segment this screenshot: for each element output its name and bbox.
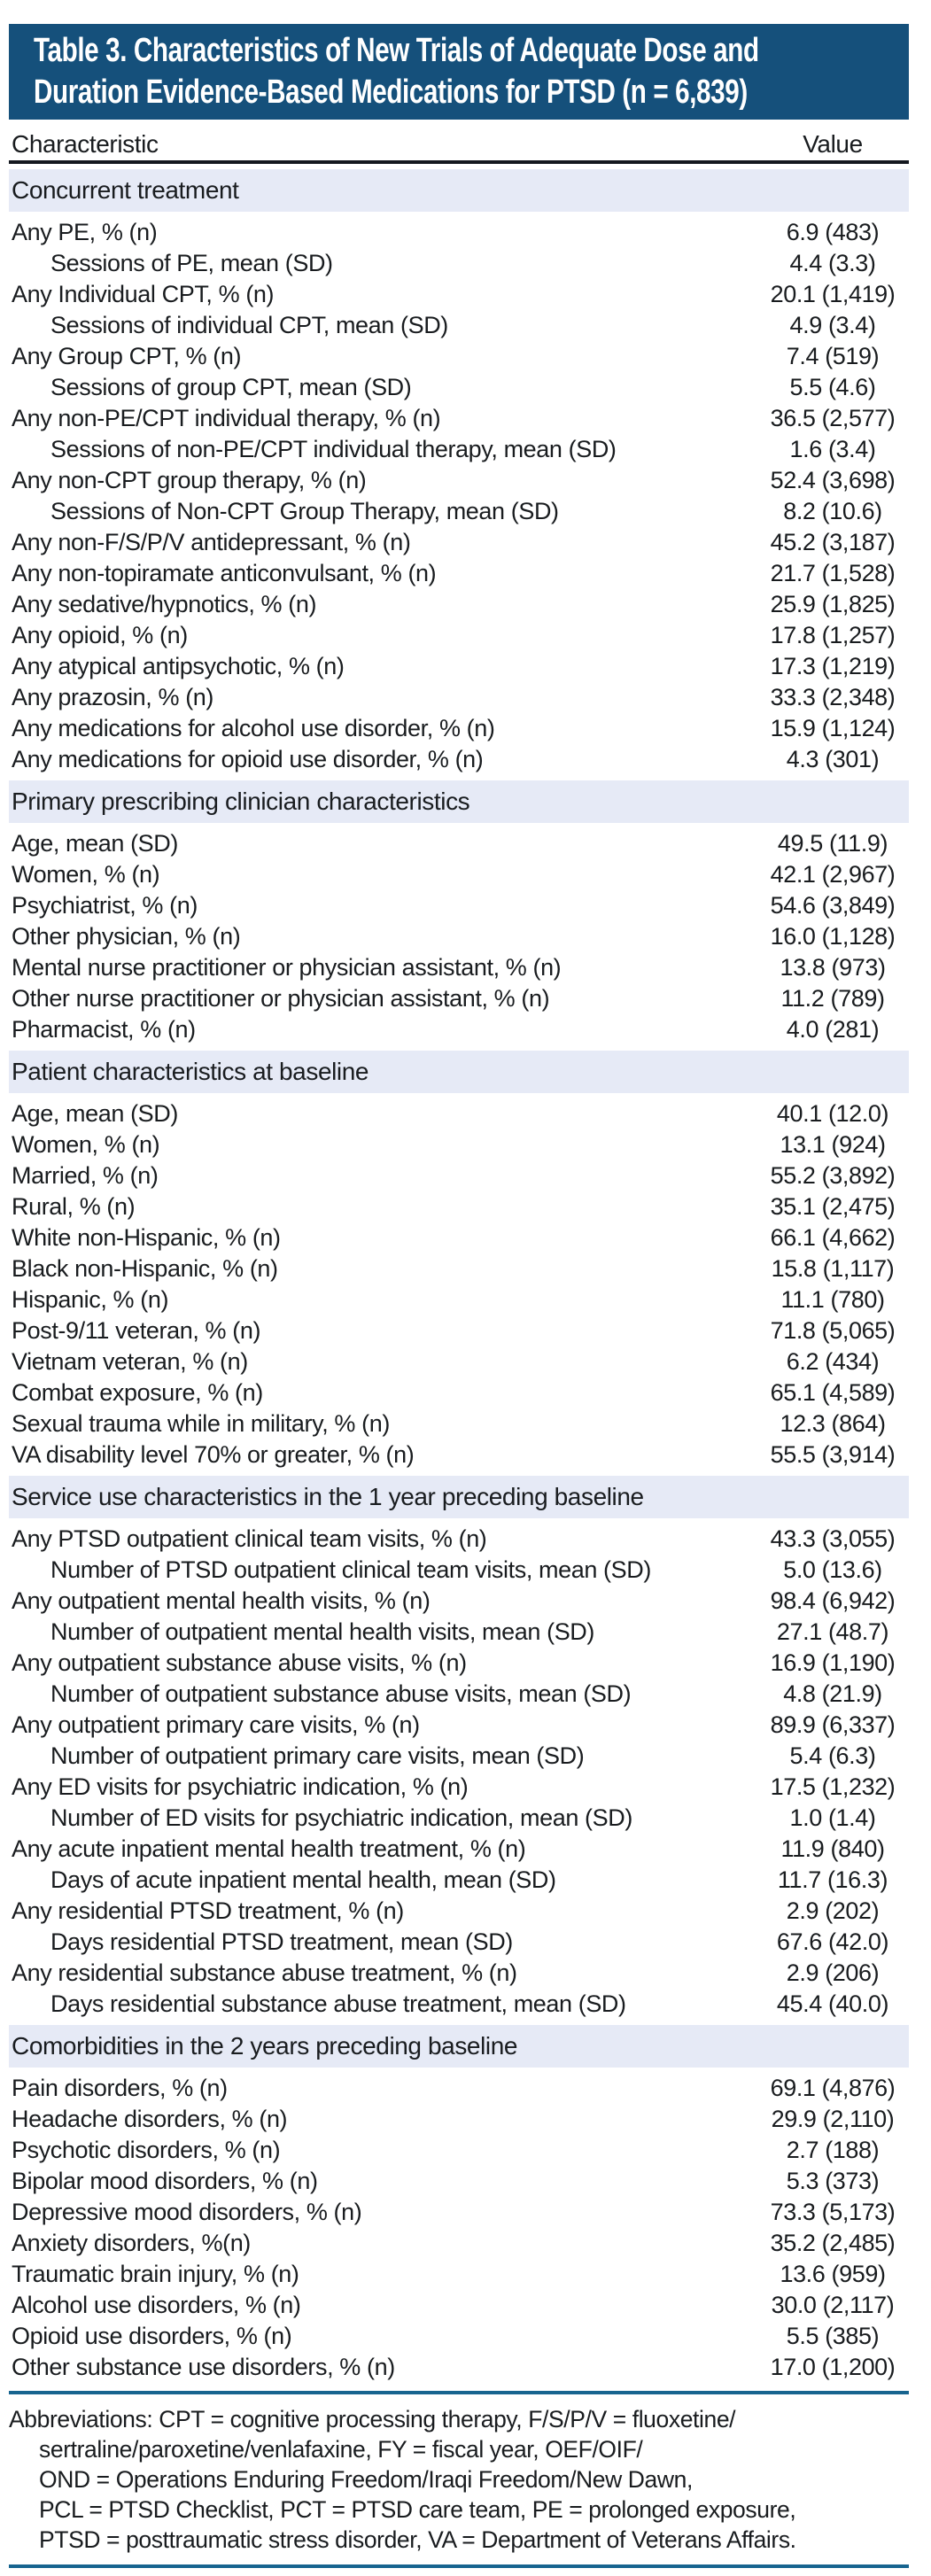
footnote-divider-rule <box>9 2391 909 2394</box>
table-row <box>9 744 909 775</box>
table-row <box>9 310 909 341</box>
row-value: 89.9 (6,337) <box>770 1711 896 1738</box>
table-row <box>9 1284 909 1315</box>
column-header-characteristic: Characteristic <box>12 130 159 158</box>
row-label: Any PTSD outpatient clinical team visits, % (n) <box>12 1525 487 1552</box>
row-value: 52.4 (3,698) <box>770 467 896 493</box>
table-row <box>9 2321 909 2352</box>
row-label: Age, mean (SD) <box>12 1100 178 1127</box>
row-value: 40.1 (12.0) <box>776 1100 889 1127</box>
section-header: Concurrent treatment <box>9 169 909 212</box>
column-header-value: Value <box>803 130 863 158</box>
table-row <box>9 1803 909 1834</box>
row-label: Psychotic disorders, % (n) <box>12 2137 281 2163</box>
table-row <box>9 1710 909 1741</box>
row-label: Any Individual CPT, % (n) <box>12 281 275 307</box>
row-label: Age, mean (SD) <box>12 830 178 857</box>
row-label: Any outpatient primary care visits, % (n) <box>12 1711 420 1738</box>
row-value: 65.1 (4,589) <box>770 1379 896 1406</box>
row-value: 73.3 (5,173) <box>770 2199 896 2225</box>
row-value: 16.0 (1,128) <box>770 923 896 950</box>
row-value: 43.3 (3,055) <box>770 1525 896 1552</box>
row-value: 69.1 (4,876) <box>770 2075 896 2101</box>
table-row <box>9 1896 909 1927</box>
footnote-line: OND = Operations Enduring Freedom/Iraqi Freedom/New Dawn, <box>39 2466 693 2493</box>
row-value: 17.5 (1,232) <box>770 1773 896 1800</box>
row-label: Opioid use disorders, % (n) <box>12 2323 292 2349</box>
row-label: Combat exposure, % (n) <box>12 1379 263 1406</box>
section-header: Comorbidities in the 2 years preceding baseline <box>9 2025 909 2068</box>
row-value: 7.4 (519) <box>786 343 880 369</box>
row-label: Number of outpatient mental health visits, mean (SD) <box>50 1618 594 1645</box>
row-value: 13.6 (959) <box>780 2261 886 2287</box>
row-value: 33.3 (2,348) <box>770 684 896 710</box>
table-row <box>9 983 909 1014</box>
table-row <box>9 1958 909 1989</box>
row-label: Days residential substance abuse treatment, mean (SD) <box>50 1990 626 2017</box>
row-label: Psychiatrist, % (n) <box>12 892 198 919</box>
table-row <box>9 682 909 713</box>
row-label: Days of acute inpatient mental health, mean (SD) <box>50 1866 556 1893</box>
row-label: Any medications for alcohol use disorder, % (n) <box>12 715 495 741</box>
row-value: 4.0 (281) <box>786 1016 880 1043</box>
table-row <box>9 434 909 465</box>
row-value: 17.3 (1,219) <box>770 653 896 679</box>
table-row <box>9 403 909 434</box>
row-value: 13.8 (973) <box>780 954 886 981</box>
table-row <box>9 713 909 744</box>
table-row <box>9 890 909 921</box>
table-row <box>9 1191 909 1222</box>
row-value: 4.8 (21.9) <box>783 1680 882 1707</box>
row-label: Other physician, % (n) <box>12 923 241 950</box>
section-header: Primary prescribing clinician characteristics <box>9 780 909 823</box>
table-row <box>9 1014 909 1045</box>
row-value: 11.7 (16.3) <box>777 1866 888 1893</box>
table-row <box>9 1772 909 1803</box>
table-row <box>9 859 909 890</box>
row-label: Vietnam veteran, % (n) <box>12 1348 248 1375</box>
table-row <box>9 1865 909 1896</box>
row-value: 13.1 (924) <box>780 1131 886 1158</box>
row-label: Mental nurse practitioner or physician assistant, % (n) <box>12 954 562 981</box>
section-header: Service use characteristics in the 1 year preceding baseline <box>9 1476 909 1518</box>
row-label: Any non-topiramate anticonvulsant, % (n) <box>12 560 437 586</box>
row-label: Women, % (n) <box>12 1131 160 1158</box>
row-label: Alcohol use disorders, % (n) <box>12 2292 301 2318</box>
row-value: 35.2 (2,485) <box>770 2230 896 2256</box>
row-value: 2.7 (188) <box>786 2137 880 2163</box>
row-label: Headache disorders, % (n) <box>12 2106 288 2132</box>
table-row <box>9 1679 909 1710</box>
table-row <box>9 217 909 248</box>
table-row <box>9 921 909 952</box>
row-value: 45.2 (3,187) <box>770 529 896 555</box>
row-value: 6.2 (434) <box>786 1348 880 1375</box>
row-label: Women, % (n) <box>12 861 160 888</box>
table-row <box>9 1129 909 1160</box>
row-value: 71.8 (5,065) <box>770 1317 896 1344</box>
row-value: 1.6 (3.4) <box>789 436 876 462</box>
row-label: Black non-Hispanic, % (n) <box>12 1255 278 1282</box>
row-value: 29.9 (2,110) <box>771 2106 895 2132</box>
row-value: 36.5 (2,577) <box>770 405 896 431</box>
table-body <box>9 169 909 2383</box>
table-row <box>9 2228 909 2259</box>
table-row <box>9 1555 909 1586</box>
header-divider-rule <box>9 160 909 164</box>
row-value: 4.9 (3.4) <box>789 312 876 338</box>
row-label: Any acute inpatient mental health treatment, % (n) <box>12 1835 526 1862</box>
table-row <box>9 1927 909 1958</box>
row-label: Any sedative/hypnotics, % (n) <box>12 591 317 617</box>
table-row <box>9 1346 909 1377</box>
bottom-border-rule <box>9 2564 909 2568</box>
table-row <box>9 1315 909 1346</box>
row-value: 5.5 (4.6) <box>789 374 876 400</box>
table-row <box>9 952 909 983</box>
table-row <box>9 1648 909 1679</box>
row-value: 11.9 (840) <box>780 1835 885 1862</box>
table-row <box>9 372 909 403</box>
table-title-line-1: Table 3. Characteristics of New Trials of Adequate Dose and <box>34 32 759 69</box>
row-value: 54.6 (3,849) <box>770 892 896 919</box>
row-label: Sessions of Non-CPT Group Therapy, mean (SD) <box>50 498 559 524</box>
row-value: 4.3 (301) <box>786 746 880 772</box>
table-title-bar <box>9 24 909 120</box>
row-label: Sessions of group CPT, mean (SD) <box>50 374 412 400</box>
table-row <box>9 1160 909 1191</box>
row-label: Any non-PE/CPT individual therapy, % (n) <box>12 405 441 431</box>
table-row <box>9 2104 909 2135</box>
table-row <box>9 496 909 527</box>
table-row <box>9 341 909 372</box>
row-label: Sessions of PE, mean (SD) <box>50 250 333 276</box>
table-row <box>9 589 909 620</box>
table-row <box>9 1408 909 1439</box>
row-label: Anxiety disorders, %(n) <box>12 2230 251 2256</box>
row-value: 66.1 (4,662) <box>770 1224 896 1251</box>
row-label: Sexual trauma while in military, % (n) <box>12 1410 390 1437</box>
row-label: Bipolar mood disorders, % (n) <box>12 2168 318 2194</box>
row-value: 5.5 (385) <box>786 2323 880 2349</box>
row-label: Any opioid, % (n) <box>12 622 188 648</box>
table-row <box>9 1586 909 1617</box>
row-value: 6.9 (483) <box>786 219 880 245</box>
table-row <box>9 527 909 558</box>
row-value: 8.2 (10.6) <box>783 498 882 524</box>
row-label: Traumatic brain injury, % (n) <box>12 2261 299 2287</box>
table-row <box>9 1377 909 1408</box>
row-label: Any PE, % (n) <box>12 219 158 245</box>
row-label: Number of outpatient primary care visits, mean (SD) <box>50 1742 585 1769</box>
row-value: 42.1 (2,967) <box>770 861 896 888</box>
row-label: Any ED visits for psychiatric indication, % (n) <box>12 1773 469 1800</box>
section-header: Patient characteristics at baseline <box>9 1051 909 1093</box>
row-label: White non-Hispanic, % (n) <box>12 1224 281 1251</box>
row-value: 67.6 (42.0) <box>776 1928 889 1955</box>
table-row <box>9 1834 909 1865</box>
footnote <box>9 2404 909 2555</box>
table-row <box>9 651 909 682</box>
row-label: Any atypical antipsychotic, % (n) <box>12 653 345 679</box>
row-label: Depressive mood disorders, % (n) <box>12 2199 362 2225</box>
row-label: Post-9/11 veteran, % (n) <box>12 1317 261 1344</box>
row-value: 12.3 (864) <box>780 1410 886 1437</box>
row-label: Married, % (n) <box>12 1162 159 1189</box>
row-value: 45.4 (40.0) <box>776 1990 889 2017</box>
row-label: Sessions of non-PE/CPT individual therapy, mean (SD) <box>50 436 617 462</box>
table-row <box>9 2197 909 2228</box>
table-row <box>9 1439 909 1470</box>
row-label: Number of PTSD outpatient clinical team visits, mean (SD) <box>50 1556 651 1583</box>
row-label: Any Group CPT, % (n) <box>12 343 242 369</box>
table-row <box>9 620 909 651</box>
table-row <box>9 2259 909 2290</box>
row-value: 17.0 (1,200) <box>770 2354 896 2380</box>
row-value: 98.4 (6,942) <box>770 1587 896 1614</box>
row-label: Other substance use disorders, % (n) <box>12 2354 395 2380</box>
row-value: 11.1 (780) <box>780 1286 885 1313</box>
table-row <box>9 2290 909 2321</box>
row-value: 5.3 (373) <box>786 2168 880 2194</box>
table-row <box>9 2352 909 2383</box>
row-label: Pain disorders, % (n) <box>12 2075 228 2101</box>
row-value: 1.0 (1.4) <box>789 1804 876 1831</box>
row-label: Any non-F/S/P/V antidepressant, % (n) <box>12 529 411 555</box>
row-label: VA disability level 70% or greater, % (n) <box>12 1441 415 1468</box>
row-value: 15.9 (1,124) <box>770 715 896 741</box>
table-row <box>9 558 909 589</box>
row-value: 2.9 (202) <box>786 1897 880 1924</box>
row-value: 4.4 (3.3) <box>789 250 876 276</box>
row-value: 55.2 (3,892) <box>770 1162 896 1189</box>
table-row <box>9 279 909 310</box>
row-value: 25.9 (1,825) <box>770 591 896 617</box>
table-row <box>9 1741 909 1772</box>
table-row <box>9 248 909 279</box>
table-row <box>9 828 909 859</box>
row-label: Hispanic, % (n) <box>12 1286 169 1313</box>
row-value: 35.1 (2,475) <box>770 1193 896 1220</box>
table-row <box>9 465 909 496</box>
footnote-line: PTSD = posttraumatic stress disorder, VA = Department of Veterans Affairs. <box>39 2526 796 2553</box>
row-value: 5.4 (6.3) <box>789 1742 876 1769</box>
row-label: Any outpatient substance abuse visits, % (n) <box>12 1649 467 1676</box>
table-row <box>9 1524 909 1555</box>
row-label: Days residential PTSD treatment, mean (SD) <box>50 1928 513 1955</box>
row-label: Any prazosin, % (n) <box>12 684 213 710</box>
row-label: Any medications for opioid use disorder, % (n) <box>12 746 484 772</box>
row-label: Pharmacist, % (n) <box>12 1016 196 1043</box>
row-label: Number of ED visits for psychiatric indication, mean (SD) <box>50 1804 632 1831</box>
row-label: Any residential PTSD treatment, % (n) <box>12 1897 404 1924</box>
row-value: 21.7 (1,528) <box>770 560 896 586</box>
row-label: Number of outpatient substance abuse visits, mean (SD) <box>50 1680 632 1707</box>
footnote-line: Abbreviations: CPT = cognitive processing therapy, F/S/P/V = fluoxetine/ <box>9 2406 736 2432</box>
table-row <box>9 2166 909 2197</box>
row-value: 16.9 (1,190) <box>770 1649 896 1676</box>
row-value: 30.0 (2,117) <box>771 2292 895 2318</box>
row-label: Any non-CPT group therapy, % (n) <box>12 467 367 493</box>
table-title-line-2: Duration Evidence-Based Medications for PTSD (n = 6,839) <box>34 74 748 111</box>
row-value: 17.8 (1,257) <box>770 622 896 648</box>
table-row <box>9 1989 909 2020</box>
row-value: 27.1 (48.7) <box>776 1618 889 1645</box>
row-value: 11.2 (789) <box>780 985 885 1012</box>
footnote-line: PCL = PTSD Checklist, PCT = PTSD care team, PE = prolonged exposure, <box>39 2496 796 2523</box>
table-row <box>9 1222 909 1253</box>
table-row <box>9 1617 909 1648</box>
row-value: 49.5 (11.9) <box>777 830 888 857</box>
row-label: Rural, % (n) <box>12 1193 136 1220</box>
row-value: 20.1 (1,419) <box>770 281 896 307</box>
row-label: Other nurse practitioner or physician assistant, % (n) <box>12 985 550 1012</box>
table-row <box>9 2073 909 2104</box>
table-row <box>9 1098 909 1129</box>
table-row <box>9 2135 909 2166</box>
row-label: Any outpatient mental health visits, % (n) <box>12 1587 431 1614</box>
table-row <box>9 1253 909 1284</box>
row-value: 15.8 (1,117) <box>771 1255 895 1282</box>
row-value: 2.9 (206) <box>786 1959 880 1986</box>
row-label: Any residential substance abuse treatment, % (n) <box>12 1959 517 1986</box>
row-label: Sessions of individual CPT, mean (SD) <box>50 312 448 338</box>
row-value: 55.5 (3,914) <box>770 1441 896 1468</box>
table-content <box>9 24 909 2568</box>
column-header-row <box>9 127 909 159</box>
footnote-line: sertraline/paroxetine/venlafaxine, FY = fiscal year, OEF/OIF/ <box>39 2436 643 2463</box>
row-value: 5.0 (13.6) <box>783 1556 882 1583</box>
